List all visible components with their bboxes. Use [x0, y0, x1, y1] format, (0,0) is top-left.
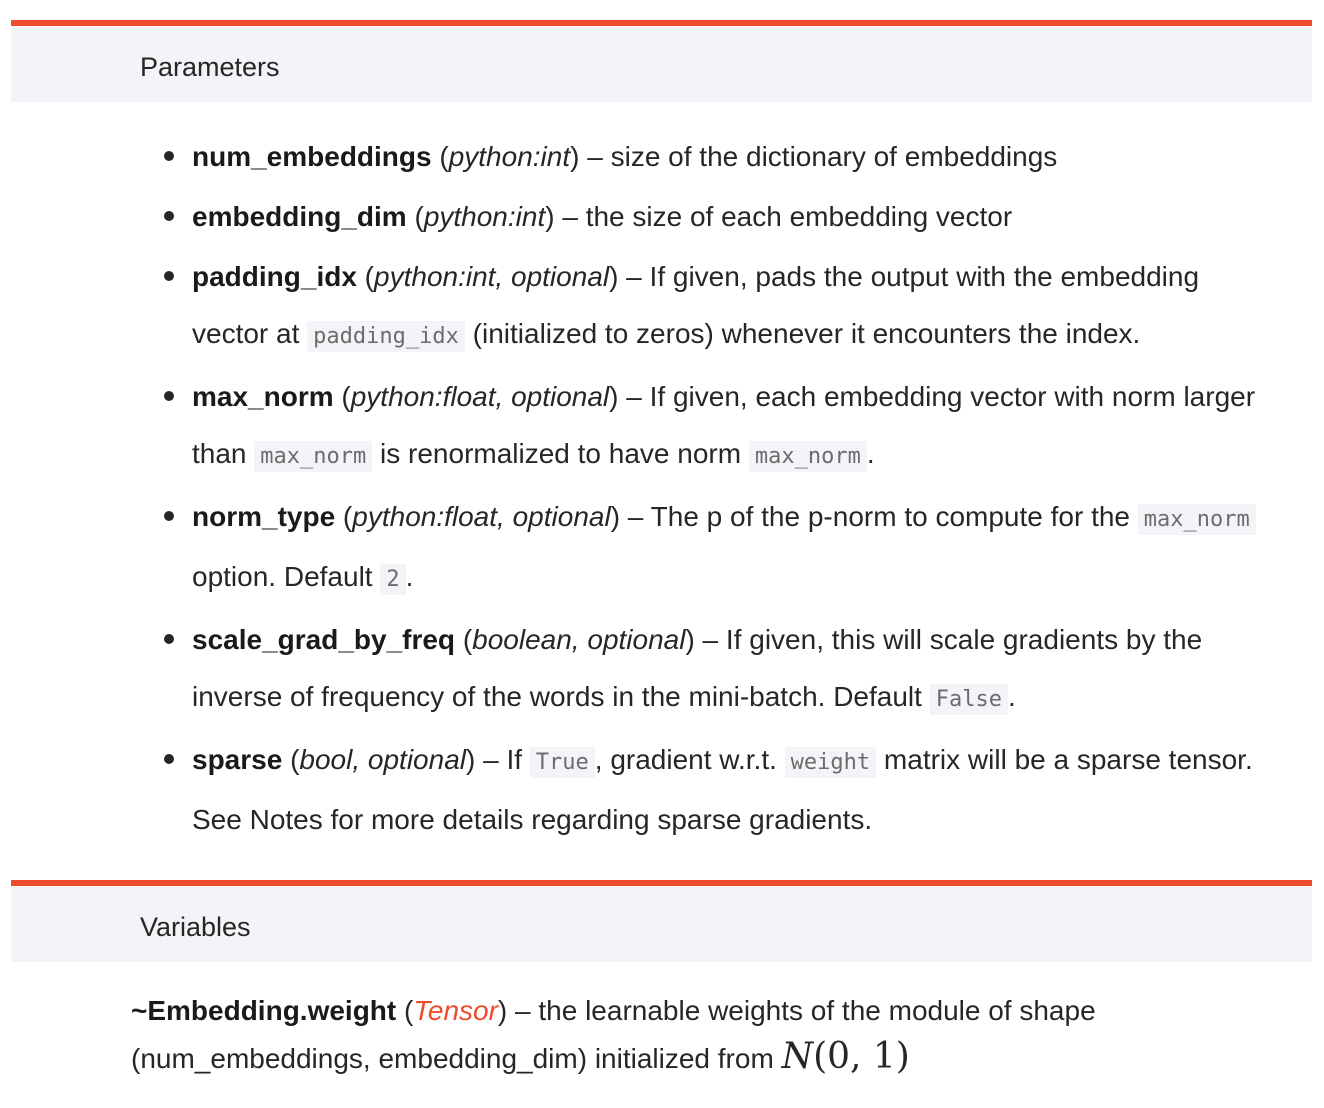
parameter-list: [150, 128, 1280, 851]
parameter-description: If: [506, 744, 530, 775]
parameter-description: If given, this will scale gradients by the inverse of frequency of the words in the mini-batch. Default: [192, 624, 1203, 712]
parameter-item-num-embeddings: num_embeddings (python:int) – size of the dictionary of embeddings: [150, 128, 1280, 185]
parameter-type: python:float, optional: [352, 501, 611, 532]
parameter-item-padding-idx: padding_idx (python:int, optional) – If given, pads the output with the embedding vector at padding_idx (initialized to zeros) whenever it encounters the index.: [150, 248, 1280, 365]
parameter-description: (initialized to zeros) whenever it encounters the index.: [464, 318, 1141, 349]
parameter-description: If given, each embedding vector with norm larger than: [192, 381, 1256, 469]
parameter-item-norm-type: norm_type (python:float, optional) – The p of the p-norm to compute for the max_norm option. Default 2 .: [150, 488, 1280, 608]
parameter-name: padding_idx: [192, 261, 357, 292]
parameter-type: python:int: [448, 141, 571, 172]
parameter-description: , gradient w.r.t.: [594, 744, 785, 775]
parameter-description: option. Default: [192, 561, 381, 592]
parameters-title: Parameters: [140, 52, 280, 82]
inline-code: max_norm: [1138, 504, 1256, 535]
parameter-item-sparse: sparse (bool, optional) – If True , gradient w.r.t. weight matrix will be a sparse tensor. See Notes for more details regarding sparse gradients.: [150, 731, 1280, 848]
parameter-name: norm_type: [192, 501, 336, 532]
inline-code: max_norm: [749, 441, 867, 472]
variables-title: Variables: [140, 912, 251, 942]
variable-name: ~Embedding.weight: [131, 995, 397, 1026]
parameter-item-embedding-dim: embedding_dim (python:int) – the size of each embedding vector: [150, 188, 1280, 245]
parameter-description: .: [866, 438, 875, 469]
variable-description: – the learnable weights of the module of shape (num_embeddings, embedding_dim) initialized from: [131, 995, 1096, 1074]
inline-code: False: [930, 684, 1008, 715]
parameter-description: .: [1007, 681, 1016, 712]
parameter-description: If given, pads the output with the embedding vector at: [192, 261, 1200, 349]
parameter-description: size of the dictionary of embeddings: [610, 141, 1058, 172]
inline-code: max_norm: [254, 441, 372, 472]
parameter-description: The p of the p-norm to compute for the: [650, 501, 1138, 532]
parameter-description: .: [405, 561, 414, 592]
parameter-type: bool, optional: [299, 744, 466, 775]
parameter-type: python:int: [423, 201, 546, 232]
inline-code: True: [530, 747, 595, 778]
parameter-description: matrix will be a sparse tensor. See Notes for more details regarding sparse gradients.: [192, 744, 1253, 835]
parameter-name: sparse: [192, 744, 283, 775]
inline-code: padding_idx: [307, 321, 465, 352]
parameter-name: max_norm: [192, 381, 334, 412]
parameter-type: python:int, optional: [374, 261, 610, 292]
parameter-item-max-norm: max_norm (python:float, optional) – If given, each embedding vector with norm larger than max_norm is renormalized to have norm max_norm .: [150, 368, 1280, 485]
math-args: (0, 1): [813, 1036, 910, 1077]
parameters-header: [11, 20, 1312, 102]
variable-item: [131, 988, 1231, 1082]
close-paren: ): [497, 995, 508, 1026]
parameter-item-scale-grad-by-freq: scale_grad_by_freq (boolean, optional) – If given, this will scale gradients by the inverse of frequency of the words in the mini-batch. Default False .: [150, 611, 1280, 728]
parameter-name: num_embeddings: [192, 141, 432, 172]
parameter-name: scale_grad_by_freq: [192, 624, 456, 655]
parameter-type: python:float, optional: [350, 381, 610, 412]
inline-code: weight: [785, 747, 876, 778]
open-paren: (: [404, 995, 414, 1026]
parameter-type: boolean, optional: [472, 624, 686, 655]
variables-header: [11, 880, 1312, 962]
parameter-description: the size of each embedding vector: [585, 201, 1013, 232]
inline-code: 2: [380, 564, 405, 595]
normal-distribution-math: [782, 1036, 910, 1077]
parameter-name: embedding_dim: [192, 201, 407, 232]
parameter-description: is renormalized to have norm: [372, 438, 749, 469]
math-n: N: [781, 1036, 814, 1077]
tensor-type-link[interactable]: Tensor: [413, 995, 498, 1026]
